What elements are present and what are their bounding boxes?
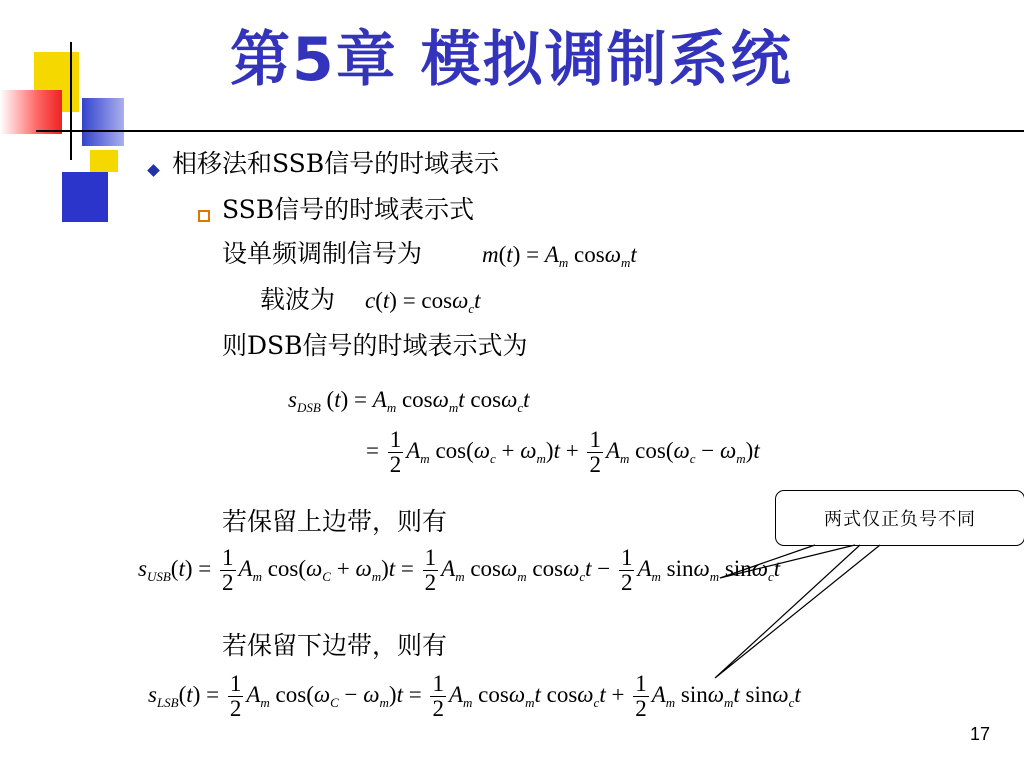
formula-usb: $s_{USB}(t)$ = $\frac{1}{2}$ $A_m$ $\cos(\omega_C + \omega_m)t$ = $\frac{1}{2}$ $A_m$ cosω$_m$ cosω$_c$t − $\frac{1}{2}$ $A_m$ sinω$_m$ sinω$_c$t xyxy=(138,545,781,596)
formula-modulating-signal: $m(t) = A_m$ cosω$_m$t xyxy=(482,242,637,270)
lsb-text: 若保留下边带，则有 xyxy=(222,631,448,660)
single-tone-text: 设单频调制信号为 xyxy=(222,239,423,268)
formula-dsb-line2: = $\frac{1}{2}$ $A_m$ $\cos(\omega_c + \omega_m)t$ + $\frac{1}{2}$ $A_m$ $\cos(\omega_c - \omega_m)t$ xyxy=(366,427,760,478)
callout-box: 两式仅正负号不同 xyxy=(775,490,1024,546)
formula-lsb: $s_{LSB}(t)$ = $\frac{1}{2}$ $A_m$ $\cos(\omega_C - \omega_m)t$ = $\frac{1}{2}$ $A_m$ cosω$_m$t cosω$_c$t + $\frac{1}{2}$ $A_m$ sinω$_m$t sinω$_c$t xyxy=(148,671,801,722)
formula-carrier: c(t) = cosω$_c$t xyxy=(365,288,481,316)
carrier-text: 载波为 xyxy=(260,285,336,314)
bullet-text-1: 相移法和SSB信号的时域表示 xyxy=(172,149,500,178)
page-title: 第5章 模拟调制系统 xyxy=(230,25,793,95)
usb-text: 若保留上边带，则有 xyxy=(222,507,448,536)
callout-pointer-lower xyxy=(715,545,880,678)
dsb-text: 则DSB信号的时域表示式为 xyxy=(222,331,528,360)
bullet-text-2: SSB信号的时域表示式 xyxy=(222,195,475,224)
page-number: 17 xyxy=(969,724,990,744)
formula-dsb-line1: $s_{DSB}$ $(t) = A_m$ cosω$_m$t cosω$_c$t xyxy=(288,387,530,415)
callout-pointer-upper xyxy=(720,545,855,578)
